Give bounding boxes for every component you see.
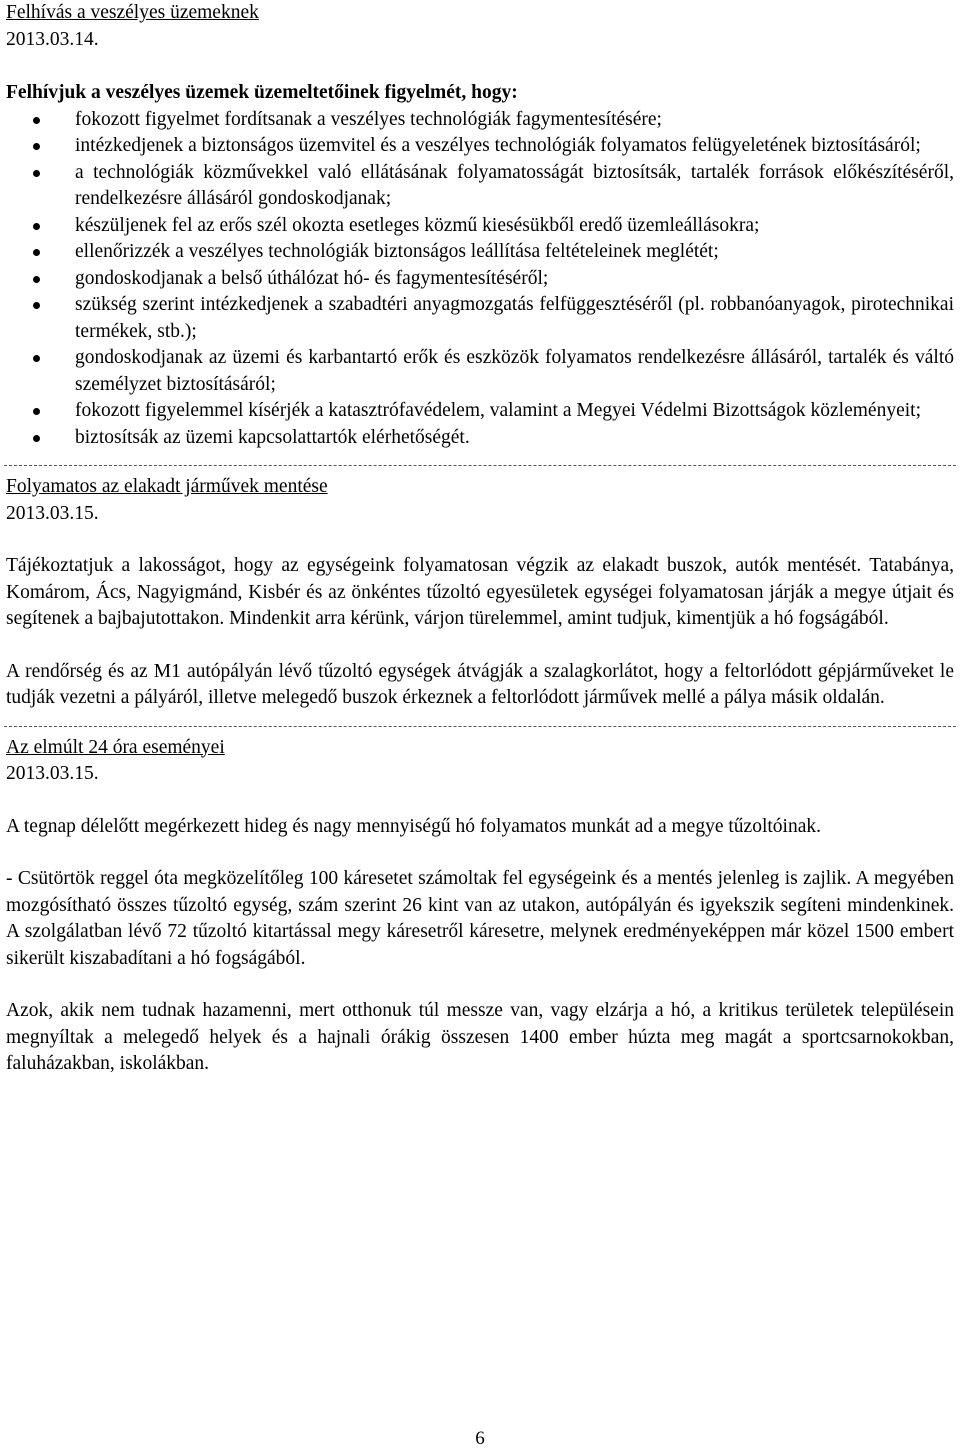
list-item: intézkedjenek a biztonságos üzemvitel és a veszélyes technológiák folyamatos felügyeletének biztosításáról; (6, 133, 954, 160)
section-divider (4, 465, 956, 466)
section-date: 2013.03.15. (6, 763, 99, 784)
list-item: ellenőrizzék a veszélyes technológiák biztonságos leállítása feltételeinek meglétét; (6, 239, 954, 266)
page-number: 6 (475, 1428, 485, 1449)
section-date: 2013.03.14. (6, 28, 99, 50)
paragraph: A tegnap délelőtt megérkezett hideg és nagy mennyiségű hó folyamatos munkát ad a megye tűzoltóinak. (6, 815, 821, 837)
list-item: gondoskodjanak az üzemi és karbantartó erők és eszközök folyamatos rendelkezésre állásáról, tartalék és váltó személyzet biztosításáról; (6, 345, 954, 398)
paragraph: Azok, akik nem tudnak hazamenni, mert otthonuk túl messze van, vagy elzárja a hó, a kritikus területek településein megnyíltak a melegedő helyek és a hajnali órákig összesen 1400 ember húzta meg magát a sportcsarnokokban, faluházakban, iskolákban. (6, 1000, 954, 1074)
section-title: Felhívás a veszélyes üzemeknek (6, 2, 259, 23)
list-item: a technológiák közművekkel való ellátásának folyamatosságát biztosítsák, tartalék források előkészítéséről, rendelkezésre állásáról gondoskodjanak; (6, 160, 954, 213)
section-title: Az elmúlt 24 óra eseményei (6, 736, 225, 758)
section-title: Folyamatos az elakadt járművek mentése (6, 476, 328, 497)
paragraph: Tájékoztatjuk a lakosságot, hogy az egységeink folyamatosan végzik az elakadt buszok, autók mentését. Tatabánya, Komárom, Ács, Nagyigmánd, Kisbér és az önkéntes tűzoltó egyesületek egységei folyamatosan járják a megye útjait és segítenek a bajbajutottakon. Mindenkit arra kérünk, várjon türelemmel, amint tudjuk, kimentjük a hó fogságából. (6, 555, 954, 629)
section-vehicle-rescue (6, 474, 954, 712)
list-item: szükség szerint intézkedjenek a szabadtéri anyagmozgatás felfüggesztéséről (pl. robbanóanyagok, pirotechnikai termékek, stb.); (6, 292, 954, 345)
list-item: biztosítsák az üzemi kapcsolattartók elérhetőségét. (6, 425, 954, 452)
section-divider (4, 726, 956, 727)
section-heading: Felhívjuk a veszélyes üzemek üzemeltetőinek figyelmét, hogy: (6, 82, 518, 103)
section-last-24-hours (6, 735, 954, 1078)
bullet-list (6, 107, 954, 452)
section-date: 2013.03.15. (6, 502, 99, 524)
list-item: fokozott figyelemmel kísérjék a katasztrófavédelem, valamint a Megyei Védelmi Bizottságok közleményeit; (6, 398, 954, 425)
section-hazardous-plants (6, 0, 954, 451)
document-page (6, 0, 954, 1078)
paragraph: A rendőrség és az M1 autópályán lévő tűzoltó egységek átvágják a szalagkorlátot, hogy a feltorlódott gépjárműveket le tudják vezetni a pályáról, illetve melegedő buszok érkeznek a feltorlódott járművek mellé a pálya másik oldalán. (6, 660, 954, 708)
paragraph: - Csütörtök reggel óta megközelítőleg 100 káresetet számoltak fel egységeink és a mentés jelenleg is zajlik. A megyében mozgósítható összes tűzoltó egység, szám szerint 26 kint van az utakon, autópályán és igyekszik segíteni mindenkinek. A szolgálatban lévő 72 tűzoltó kitartással megy káresetről káresetre, melynek eredményeképpen már közel 1500 embert sikerült kiszabadítani a hó fogságából. (6, 868, 954, 969)
list-item: fokozott figyelmet fordítsanak a veszélyes technológiák fagymentesítésére; (6, 107, 954, 134)
list-item: készüljenek fel az erős szél okozta esetleges közmű kiesésükből eredő üzemleállásokra; (6, 213, 954, 240)
list-item: gondoskodjanak a belső úthálózat hó- és fagymentesítéséről; (6, 266, 954, 293)
